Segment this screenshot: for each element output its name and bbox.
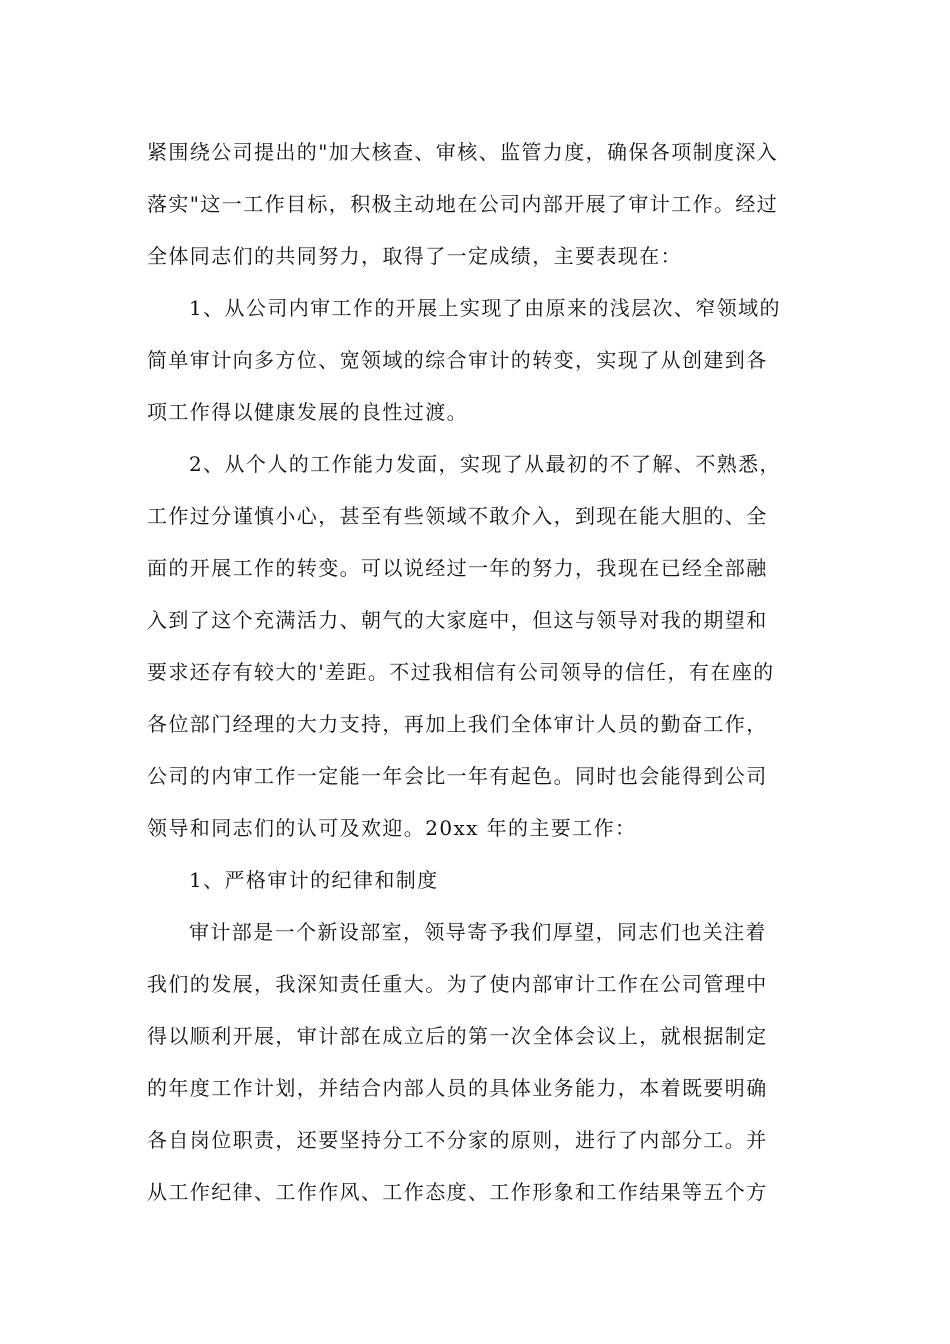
paragraph-1 (147, 126, 807, 282)
text-line: 2、从个人的工作能力发面，实现了从最初的不了解、不熟悉， (189, 452, 781, 476)
text-line: 领导和同志们的认可及欢迎。20xx 年的主要工作： (147, 816, 637, 840)
document-body (147, 126, 807, 1218)
text-line: 紧围绕公司提出的"加大核查、审核、监管力度，确保各项制度深入 (147, 140, 779, 164)
paragraph-2 (147, 282, 807, 438)
text-line: 落实"这一工作目标，积极主动地在公司内部开展了审计工作。经过 (147, 192, 779, 216)
text-line: 的年度工作计划，并结合内部人员的具体业务能力，本着既要明确 (147, 1076, 768, 1100)
text-line: 1、从公司内审工作的开展上实现了由原来的浅层次、窄领域的 (189, 296, 781, 320)
paragraph-4 (147, 906, 807, 1218)
text-line: 从工作纪律、工作作风、工作态度、工作形象和工作结果等五个方 (147, 1180, 768, 1204)
paragraph-3 (147, 438, 807, 854)
text-line: 全体同志们的共同努力，取得了一定成绩，主要表现在： (147, 244, 682, 268)
section-heading (147, 854, 807, 906)
text-line: 各位部门经理的大力支持，再加上我们全体审计人员的勤奋工作， (147, 712, 768, 736)
text-line: 入到了这个充满活力、朝气的大家庭中，但这与领导对我的期望和 (147, 608, 768, 632)
text-line: 要求还存有较大的'差距。不过我相信有公司领导的信任，有在座的 (147, 660, 775, 684)
text-line: 审计部是一个新设部室，领导寄予我们厚望，同志们也关注着 (189, 920, 767, 944)
text-line: 项工作得以健康发展的良性过渡。 (147, 400, 468, 424)
text-line: 公司的内审工作一定能一年会比一年有起色。同时也会能得到公司 (147, 764, 768, 788)
text-line: 我们的发展，我深知责任重大。为了使内部审计工作在公司管理中 (147, 972, 768, 996)
text-line: 1、严格审计的纪律和制度 (189, 868, 439, 892)
text-line: 工作过分谨慎小心，甚至有些领域不敢介入，到现在能大胆的、全 (147, 504, 768, 528)
text-line: 得以顺利开展，审计部在成立后的第一次全体会议上，就根据制定 (147, 1024, 768, 1048)
text-line: 各自岗位职责，还要坚持分工不分家的原则，进行了内部分工。并 (147, 1128, 768, 1152)
text-line: 简单审计向多方位、宽领域的综合审计的转变，实现了从创建到各 (147, 348, 768, 372)
text-line: 面的开展工作的转变。可以说经过一年的努力，我现在已经全部融 (147, 556, 768, 580)
